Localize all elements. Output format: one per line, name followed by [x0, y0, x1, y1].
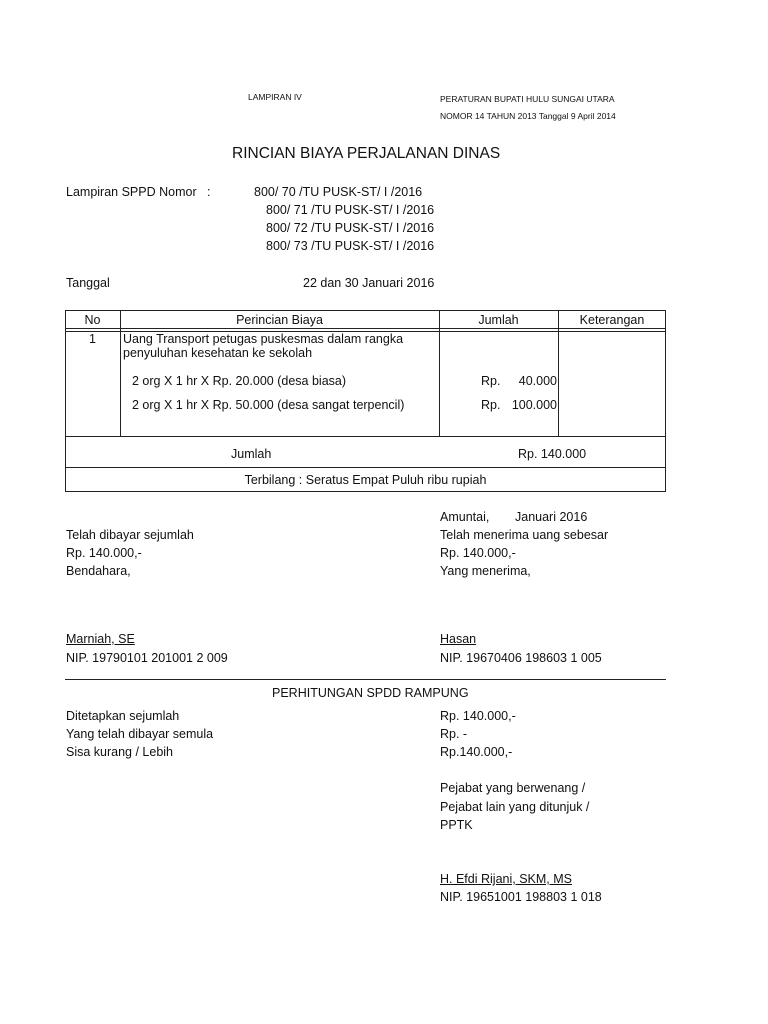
table-divider — [65, 467, 666, 468]
page-title: RINCIAN BIAYA PERJALANAN DINAS — [232, 145, 501, 162]
right-line2: Rp. 140.000,- — [440, 546, 516, 560]
table-divider — [120, 310, 121, 437]
pejabat-name: H. Efdi Rijani, SKM, MS — [440, 872, 572, 886]
lampiran-label: LAMPIRAN IV — [248, 92, 302, 102]
total-label: Jumlah — [231, 447, 272, 461]
table-divider — [558, 310, 559, 437]
perhitungan-label: Sisa kurang / Lebih — [66, 745, 174, 759]
header-no: No — [84, 313, 101, 327]
row-no: 1 — [89, 332, 96, 346]
date-place: Amuntai, — [440, 510, 490, 524]
tanggal-label: Tanggal — [66, 276, 110, 290]
left-line1: Telah dibayar sejumlah — [66, 528, 194, 542]
perhitungan-value: Rp. - — [440, 727, 468, 741]
tanggal-value: 22 dan 30 Januari 2016 — [303, 276, 435, 290]
table-divider — [65, 436, 666, 437]
row-item2: 2 org X 1 hr X Rp. 50.000 (desa sangat terpencil) — [132, 398, 405, 412]
pejabat-nip: NIP. 19651001 198803 1 018 — [440, 890, 602, 904]
row-item1: 2 org X 1 hr X Rp. 20.000 (desa biasa) — [132, 374, 347, 388]
peraturan-line1: PERATURAN BUPATI HULU SUNGAI UTARA — [440, 94, 615, 104]
row-desc-line2: penyuluhan kesehatan ke sekolah — [123, 346, 313, 360]
sppd-number: 800/ 71 /TU PUSK-ST/ I /2016 — [266, 203, 435, 217]
right-signer-name: Hasan — [440, 632, 477, 646]
row-item1-amount: 40.000 — [518, 374, 557, 388]
pejabat-line3: PPTK — [440, 818, 473, 832]
left-line3: Bendahara, — [66, 564, 131, 578]
row-item1-rp: Rp. — [481, 374, 501, 388]
pejabat-line1: Pejabat yang berwenang / — [440, 781, 586, 795]
row-item2-rp: Rp. — [481, 398, 501, 412]
right-signer-nip: NIP. 19670406 198603 1 005 — [440, 651, 602, 665]
left-signer-name: Marniah, SE — [66, 632, 135, 646]
right-line1: Telah menerima uang sebesar — [440, 528, 609, 542]
row-item2-amount: 100.000 — [511, 398, 557, 412]
sppd-colon: : — [207, 185, 211, 199]
header-keterangan: Keterangan — [579, 313, 645, 327]
sppd-number: 800/ 73 /TU PUSK-ST/ I /2016 — [266, 239, 435, 253]
pejabat-line2: Pejabat lain yang ditunjuk / — [440, 800, 590, 814]
perhitungan-label: Yang telah dibayar semula — [66, 727, 214, 741]
header-jumlah: Jumlah — [478, 313, 519, 327]
date-month: Januari 2016 — [515, 510, 588, 524]
peraturan-line2: NOMOR 14 TAHUN 2013 Tanggal 9 April 2014 — [440, 111, 616, 121]
total-value: Rp. 140.000 — [518, 447, 587, 461]
terbilang: Terbilang : Seratus Empat Puluh ribu rupiah — [244, 473, 487, 487]
section-divider — [65, 679, 666, 680]
table-divider — [439, 310, 440, 437]
sppd-number: 800/ 70 /TU PUSK-ST/ I /2016 — [254, 185, 423, 199]
table-divider — [65, 328, 666, 329]
row-desc-line1: Uang Transport petugas puskesmas dalam rangka — [123, 332, 404, 346]
right-line3: Yang menerima, — [440, 564, 531, 578]
perhitungan-title: PERHITUNGAN SPDD RAMPUNG — [272, 686, 469, 700]
left-line2: Rp. 140.000,- — [66, 546, 142, 560]
header-perincian: Perincian Biaya — [236, 313, 323, 327]
left-signer-nip: NIP. 19790101 201001 2 009 — [66, 651, 228, 665]
perhitungan-value: Rp.140.000,- — [440, 745, 513, 759]
sppd-label: Lampiran SPPD Nomor — [66, 185, 197, 199]
perhitungan-value: Rp. 140.000,- — [440, 709, 516, 723]
sppd-number: 800/ 72 /TU PUSK-ST/ I /2016 — [266, 221, 435, 235]
perhitungan-label: Ditetapkan sejumlah — [66, 709, 180, 723]
